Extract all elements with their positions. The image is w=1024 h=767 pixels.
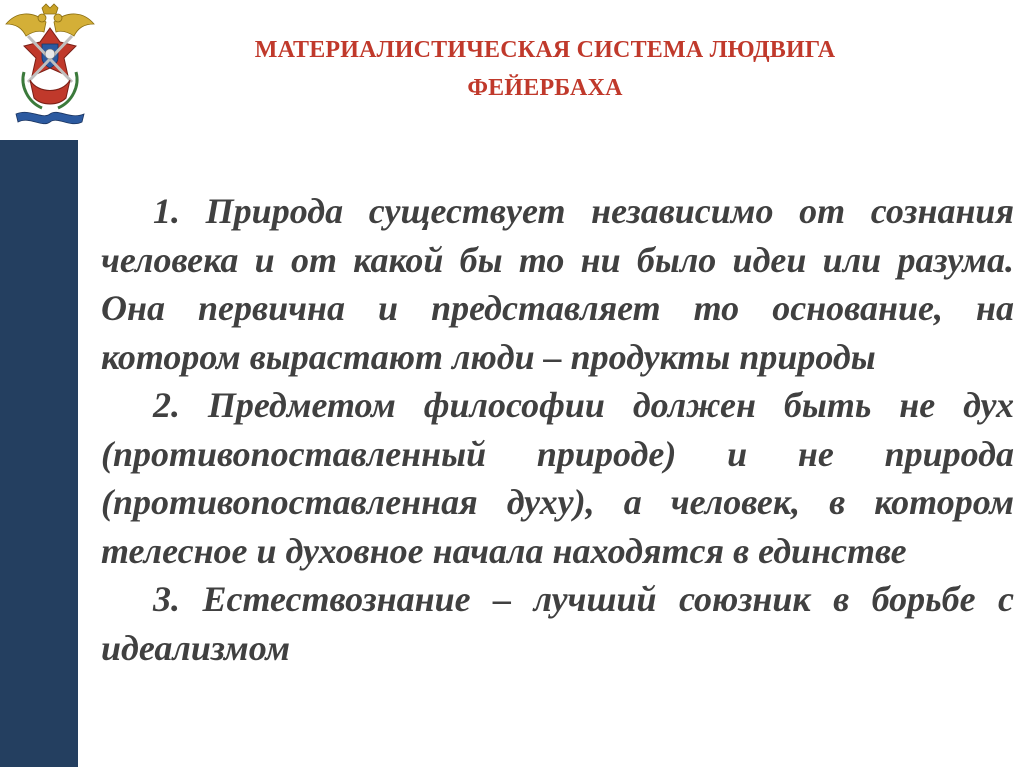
paragraph-3: 3. Естествознание – лучший союзник в борьбе с идеализмом xyxy=(101,579,1014,668)
slide-title-line-1: МАТЕРИАЛИСТИЧЕСКАЯ СИСТЕМА ЛЮДВИГА xyxy=(254,37,836,63)
paragraph-1: 1. Природа существует независимо от сознания человека и от какой бы то ни было идеи или разума. Она первична и представляет то основание, на котором вырастают люди – продукты природы xyxy=(101,191,1014,377)
paragraph-2: 2. Предметом философии должен быть не дух (противопоставленный природе) и не природа (противопоставленная духу), а человек, в котором телесное и духовное начала находятся в единстве xyxy=(101,385,1014,571)
side-bar xyxy=(0,140,78,767)
eagle-emblem-icon xyxy=(2,2,98,130)
slide-title xyxy=(150,31,940,107)
slide-body xyxy=(101,187,1014,672)
slide-title-line-2: ФЕЙЕРБАХА xyxy=(467,75,623,101)
